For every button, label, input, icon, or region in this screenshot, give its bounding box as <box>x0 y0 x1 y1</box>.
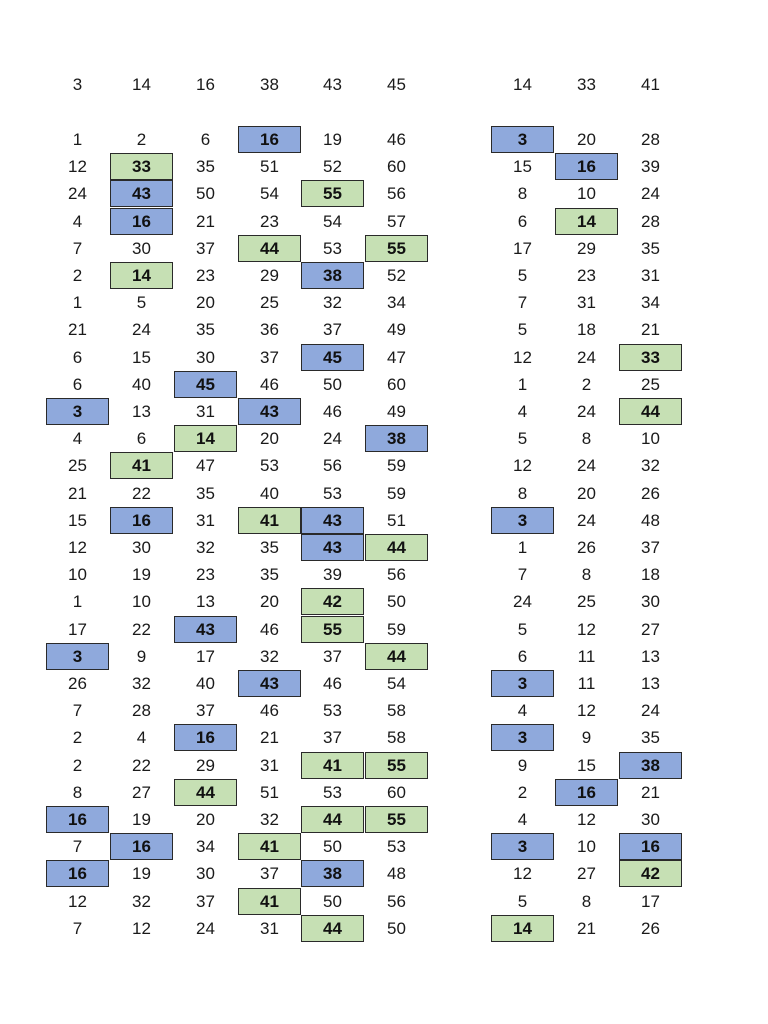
number-cell: 20 <box>577 130 596 149</box>
number-cell: 12 <box>577 701 596 720</box>
number-cell: 18 <box>641 565 660 584</box>
number-cell: 7 <box>72 239 83 258</box>
number-cell: 2 <box>136 130 147 149</box>
number-cell: 34 <box>196 837 215 856</box>
number-cell: 50 <box>323 837 342 856</box>
number-cell: 15 <box>577 756 596 775</box>
number-cell: 48 <box>641 511 660 530</box>
number-cell: 46 <box>260 701 279 720</box>
highlighted-number-cell: 3 <box>491 724 554 751</box>
number-cell: 18 <box>577 320 596 339</box>
number-cell: 9 <box>517 756 528 775</box>
number-cell: 19 <box>132 565 151 584</box>
number-cell: 25 <box>577 592 596 611</box>
number-cell: 8 <box>581 892 592 911</box>
number-cell: 37 <box>323 728 342 747</box>
header-number-left: 3 <box>72 75 83 94</box>
number-cell: 37 <box>323 320 342 339</box>
number-cell: 23 <box>260 212 279 231</box>
number-cell: 53 <box>260 456 279 475</box>
number-cell: 13 <box>641 674 660 693</box>
number-cell: 30 <box>196 864 215 883</box>
number-cell: 40 <box>196 674 215 693</box>
number-cell: 1 <box>72 130 83 149</box>
highlighted-number-cell: 16 <box>46 860 109 887</box>
number-cell: 59 <box>387 456 406 475</box>
number-cell: 59 <box>387 620 406 639</box>
header-number-right: 14 <box>513 75 532 94</box>
header-number-right: 33 <box>577 75 596 94</box>
number-cell: 37 <box>323 647 342 666</box>
number-cell: 12 <box>513 348 532 367</box>
highlighted-number-cell: 44 <box>174 779 237 806</box>
number-cell: 32 <box>260 647 279 666</box>
number-cell: 46 <box>323 402 342 421</box>
highlighted-number-cell: 44 <box>365 534 428 561</box>
number-cell: 10 <box>641 429 660 448</box>
highlighted-number-cell: 16 <box>619 833 682 860</box>
number-cell: 6 <box>136 429 147 448</box>
number-cell: 36 <box>260 320 279 339</box>
header-number-left: 45 <box>387 75 406 94</box>
header-number-right: 41 <box>641 75 660 94</box>
number-cell: 50 <box>196 184 215 203</box>
number-cell: 10 <box>132 592 151 611</box>
highlighted-number-cell: 55 <box>365 806 428 833</box>
highlighted-number-cell: 43 <box>110 180 173 207</box>
number-cell: 54 <box>323 212 342 231</box>
number-cell: 26 <box>577 538 596 557</box>
number-cell: 32 <box>641 456 660 475</box>
number-cell: 47 <box>196 456 215 475</box>
number-cell: 35 <box>260 538 279 557</box>
highlighted-number-cell: 16 <box>46 806 109 833</box>
number-cell: 19 <box>323 130 342 149</box>
number-cell: 4 <box>72 429 83 448</box>
number-cell: 37 <box>196 239 215 258</box>
number-cell: 51 <box>387 511 406 530</box>
number-cell: 52 <box>387 266 406 285</box>
number-cell: 24 <box>513 592 532 611</box>
number-cell: 48 <box>387 864 406 883</box>
number-cell: 53 <box>323 783 342 802</box>
highlighted-number-cell: 33 <box>619 344 682 371</box>
highlighted-number-cell: 41 <box>238 888 301 915</box>
number-cell: 31 <box>641 266 660 285</box>
number-cell: 21 <box>577 919 596 938</box>
number-cell: 60 <box>387 783 406 802</box>
number-cell: 4 <box>72 212 83 231</box>
number-cell: 12 <box>577 810 596 829</box>
number-cell: 22 <box>132 756 151 775</box>
number-cell: 1 <box>517 538 528 557</box>
number-cell: 31 <box>196 402 215 421</box>
highlighted-number-cell: 3 <box>491 507 554 534</box>
number-cell: 31 <box>196 511 215 530</box>
number-cell: 39 <box>323 565 342 584</box>
number-cell: 1 <box>72 592 83 611</box>
number-cell: 9 <box>136 647 147 666</box>
number-cell: 50 <box>323 892 342 911</box>
number-cell: 32 <box>196 538 215 557</box>
number-cell: 17 <box>68 620 87 639</box>
number-cell: 35 <box>196 320 215 339</box>
highlighted-number-cell: 41 <box>238 833 301 860</box>
number-cell: 12 <box>68 538 87 557</box>
number-cell: 21 <box>260 728 279 747</box>
highlighted-number-cell: 42 <box>619 860 682 887</box>
highlighted-number-cell: 14 <box>110 262 173 289</box>
highlighted-number-cell: 3 <box>491 126 554 153</box>
number-cell: 60 <box>387 375 406 394</box>
number-cell: 5 <box>517 320 528 339</box>
number-cell: 12 <box>68 892 87 911</box>
number-cell: 5 <box>517 892 528 911</box>
number-cell: 10 <box>68 565 87 584</box>
highlighted-number-cell: 43 <box>238 398 301 425</box>
number-cell: 7 <box>72 701 83 720</box>
number-cell: 56 <box>387 565 406 584</box>
number-cell: 12 <box>513 456 532 475</box>
number-cell: 23 <box>196 266 215 285</box>
number-cell: 24 <box>577 402 596 421</box>
header-number-left: 38 <box>260 75 279 94</box>
number-cell: 35 <box>641 728 660 747</box>
number-cell: 6 <box>72 348 83 367</box>
number-cell: 32 <box>260 810 279 829</box>
highlighted-number-cell: 3 <box>46 398 109 425</box>
number-cell: 8 <box>517 484 528 503</box>
number-cell: 4 <box>517 810 528 829</box>
number-cell: 30 <box>132 239 151 258</box>
number-cell: 24 <box>323 429 342 448</box>
number-cell: 26 <box>641 919 660 938</box>
number-cell: 6 <box>517 647 528 666</box>
number-cell: 30 <box>641 592 660 611</box>
number-cell: 35 <box>260 565 279 584</box>
highlighted-number-cell: 14 <box>555 208 618 235</box>
number-cell: 53 <box>323 484 342 503</box>
highlighted-number-cell: 33 <box>110 153 173 180</box>
highlighted-number-cell: 45 <box>174 371 237 398</box>
number-cell: 22 <box>132 484 151 503</box>
number-cell: 40 <box>260 484 279 503</box>
number-cell: 35 <box>196 484 215 503</box>
number-cell: 4 <box>136 728 147 747</box>
number-cell: 31 <box>260 919 279 938</box>
number-cell: 49 <box>387 402 406 421</box>
highlighted-number-cell: 14 <box>174 425 237 452</box>
number-cell: 28 <box>132 701 151 720</box>
number-cell: 29 <box>260 266 279 285</box>
number-cell: 11 <box>577 674 596 693</box>
number-cell: 25 <box>68 456 87 475</box>
number-cell: 51 <box>260 157 279 176</box>
highlighted-number-cell: 41 <box>301 752 364 779</box>
number-cell: 21 <box>68 484 87 503</box>
number-cell: 54 <box>387 674 406 693</box>
number-cell: 24 <box>641 701 660 720</box>
highlighted-number-cell: 44 <box>619 398 682 425</box>
number-cell: 17 <box>513 239 532 258</box>
number-cell: 13 <box>196 592 215 611</box>
number-cell: 17 <box>641 892 660 911</box>
highlighted-number-cell: 16 <box>110 507 173 534</box>
number-cell: 4 <box>517 402 528 421</box>
number-cell: 53 <box>323 701 342 720</box>
number-cell: 25 <box>260 293 279 312</box>
number-cell: 21 <box>196 212 215 231</box>
number-cell: 27 <box>641 620 660 639</box>
number-cell: 8 <box>581 429 592 448</box>
number-cell: 4 <box>517 701 528 720</box>
highlighted-number-cell: 44 <box>365 643 428 670</box>
number-cell: 23 <box>577 266 596 285</box>
number-cell: 46 <box>323 674 342 693</box>
number-cell: 56 <box>323 456 342 475</box>
highlighted-number-cell: 16 <box>110 208 173 235</box>
highlighted-number-cell: 16 <box>555 153 618 180</box>
number-cell: 20 <box>196 293 215 312</box>
number-cell: 12 <box>577 620 596 639</box>
highlighted-number-cell: 45 <box>301 344 364 371</box>
highlighted-number-cell: 41 <box>110 452 173 479</box>
number-cell: 19 <box>132 810 151 829</box>
number-cell: 24 <box>641 184 660 203</box>
number-cell: 54 <box>260 184 279 203</box>
number-cell: 21 <box>641 320 660 339</box>
highlighted-number-cell: 38 <box>619 752 682 779</box>
number-cell: 56 <box>387 184 406 203</box>
number-cell: 47 <box>387 348 406 367</box>
highlighted-number-cell: 55 <box>365 752 428 779</box>
number-cell: 39 <box>641 157 660 176</box>
number-cell: 2 <box>517 783 528 802</box>
number-cell: 8 <box>581 565 592 584</box>
number-cell: 52 <box>323 157 342 176</box>
number-cell: 7 <box>72 837 83 856</box>
number-cell: 24 <box>68 184 87 203</box>
number-cell: 7 <box>517 565 528 584</box>
number-cell: 58 <box>387 701 406 720</box>
header-number-left: 16 <box>196 75 215 94</box>
number-cell: 5 <box>136 293 147 312</box>
number-cell: 60 <box>387 157 406 176</box>
highlighted-number-cell: 55 <box>301 180 364 207</box>
number-cell: 46 <box>387 130 406 149</box>
number-cell: 37 <box>260 348 279 367</box>
number-cell: 12 <box>68 157 87 176</box>
highlighted-number-cell: 16 <box>110 833 173 860</box>
highlighted-number-cell: 14 <box>491 915 554 942</box>
number-cell: 15 <box>132 348 151 367</box>
number-cell: 5 <box>517 429 528 448</box>
number-cell: 22 <box>132 620 151 639</box>
highlighted-number-cell: 44 <box>238 235 301 262</box>
number-cell: 15 <box>68 511 87 530</box>
number-cell: 6 <box>517 212 528 231</box>
number-cell: 24 <box>196 919 215 938</box>
number-cell: 46 <box>260 375 279 394</box>
number-cell: 26 <box>68 674 87 693</box>
number-cell: 50 <box>387 919 406 938</box>
highlighted-number-cell: 43 <box>174 616 237 643</box>
number-cell: 9 <box>581 728 592 747</box>
number-cell: 35 <box>641 239 660 258</box>
number-cell: 7 <box>517 293 528 312</box>
number-cell: 2 <box>72 266 83 285</box>
highlighted-number-cell: 16 <box>238 126 301 153</box>
highlighted-number-cell: 3 <box>491 670 554 697</box>
number-cell: 56 <box>387 892 406 911</box>
number-cell: 1 <box>517 375 528 394</box>
number-cell: 30 <box>641 810 660 829</box>
highlighted-number-cell: 55 <box>301 616 364 643</box>
number-cell: 32 <box>323 293 342 312</box>
number-cell: 7 <box>72 919 83 938</box>
number-cell: 24 <box>577 348 596 367</box>
number-cell: 59 <box>387 484 406 503</box>
number-cell: 57 <box>387 212 406 231</box>
highlighted-number-cell: 42 <box>301 588 364 615</box>
number-cell: 12 <box>132 919 151 938</box>
number-cell: 51 <box>260 783 279 802</box>
number-cell: 53 <box>387 837 406 856</box>
number-cell: 23 <box>196 565 215 584</box>
number-cell: 25 <box>641 375 660 394</box>
highlighted-number-cell: 3 <box>491 833 554 860</box>
number-cell: 58 <box>387 728 406 747</box>
number-cell: 5 <box>517 266 528 285</box>
number-cell: 5 <box>517 620 528 639</box>
number-cell: 34 <box>387 293 406 312</box>
header-number-left: 14 <box>132 75 151 94</box>
number-cell: 53 <box>323 239 342 258</box>
number-cell: 30 <box>196 348 215 367</box>
number-cell: 11 <box>577 647 596 666</box>
number-cell: 26 <box>641 484 660 503</box>
number-cell: 24 <box>577 456 596 475</box>
highlighted-number-cell: 38 <box>365 425 428 452</box>
number-cell: 20 <box>577 484 596 503</box>
number-cell: 8 <box>517 184 528 203</box>
number-cell: 29 <box>196 756 215 775</box>
highlighted-number-cell: 38 <box>301 860 364 887</box>
number-cell: 32 <box>132 892 151 911</box>
number-cell: 49 <box>387 320 406 339</box>
highlighted-number-cell: 44 <box>301 806 364 833</box>
number-cell: 10 <box>577 837 596 856</box>
highlighted-number-cell: 16 <box>174 724 237 751</box>
number-cell: 1 <box>72 293 83 312</box>
number-cell: 2 <box>581 375 592 394</box>
number-cell: 46 <box>260 620 279 639</box>
number-cell: 35 <box>196 157 215 176</box>
number-cell: 2 <box>72 756 83 775</box>
number-cell: 24 <box>577 511 596 530</box>
highlighted-number-cell: 41 <box>238 507 301 534</box>
number-cell: 17 <box>196 647 215 666</box>
number-cell: 2 <box>72 728 83 747</box>
number-cell: 40 <box>132 375 151 394</box>
number-cell: 27 <box>132 783 151 802</box>
number-cell: 37 <box>260 864 279 883</box>
number-cell: 50 <box>387 592 406 611</box>
number-cell: 28 <box>641 130 660 149</box>
number-cell: 30 <box>132 538 151 557</box>
highlighted-number-cell: 38 <box>301 262 364 289</box>
number-cell: 31 <box>260 756 279 775</box>
number-cell: 31 <box>577 293 596 312</box>
number-cell: 6 <box>72 375 83 394</box>
number-cell: 13 <box>132 402 151 421</box>
number-cell: 15 <box>513 157 532 176</box>
number-cell: 32 <box>132 674 151 693</box>
number-cell: 27 <box>577 864 596 883</box>
number-cell: 6 <box>200 130 211 149</box>
highlighted-number-cell: 3 <box>46 643 109 670</box>
number-cell: 37 <box>196 701 215 720</box>
header-number-left: 43 <box>323 75 342 94</box>
highlighted-number-cell: 43 <box>238 670 301 697</box>
number-cell: 34 <box>641 293 660 312</box>
number-cell: 8 <box>72 783 83 802</box>
number-cell: 12 <box>513 864 532 883</box>
number-cell: 29 <box>577 239 596 258</box>
number-cell: 19 <box>132 864 151 883</box>
number-cell: 21 <box>68 320 87 339</box>
number-cell: 20 <box>196 810 215 829</box>
number-cell: 37 <box>641 538 660 557</box>
number-cell: 13 <box>641 647 660 666</box>
number-cell: 37 <box>196 892 215 911</box>
number-cell: 50 <box>323 375 342 394</box>
highlighted-number-cell: 43 <box>301 507 364 534</box>
number-cell: 28 <box>641 212 660 231</box>
highlighted-number-cell: 55 <box>365 235 428 262</box>
number-cell: 10 <box>577 184 596 203</box>
highlighted-number-cell: 16 <box>555 779 618 806</box>
number-cell: 24 <box>132 320 151 339</box>
highlighted-number-cell: 44 <box>301 915 364 942</box>
highlighted-number-cell: 43 <box>301 534 364 561</box>
number-cell: 21 <box>641 783 660 802</box>
number-cell: 20 <box>260 429 279 448</box>
number-cell: 20 <box>260 592 279 611</box>
